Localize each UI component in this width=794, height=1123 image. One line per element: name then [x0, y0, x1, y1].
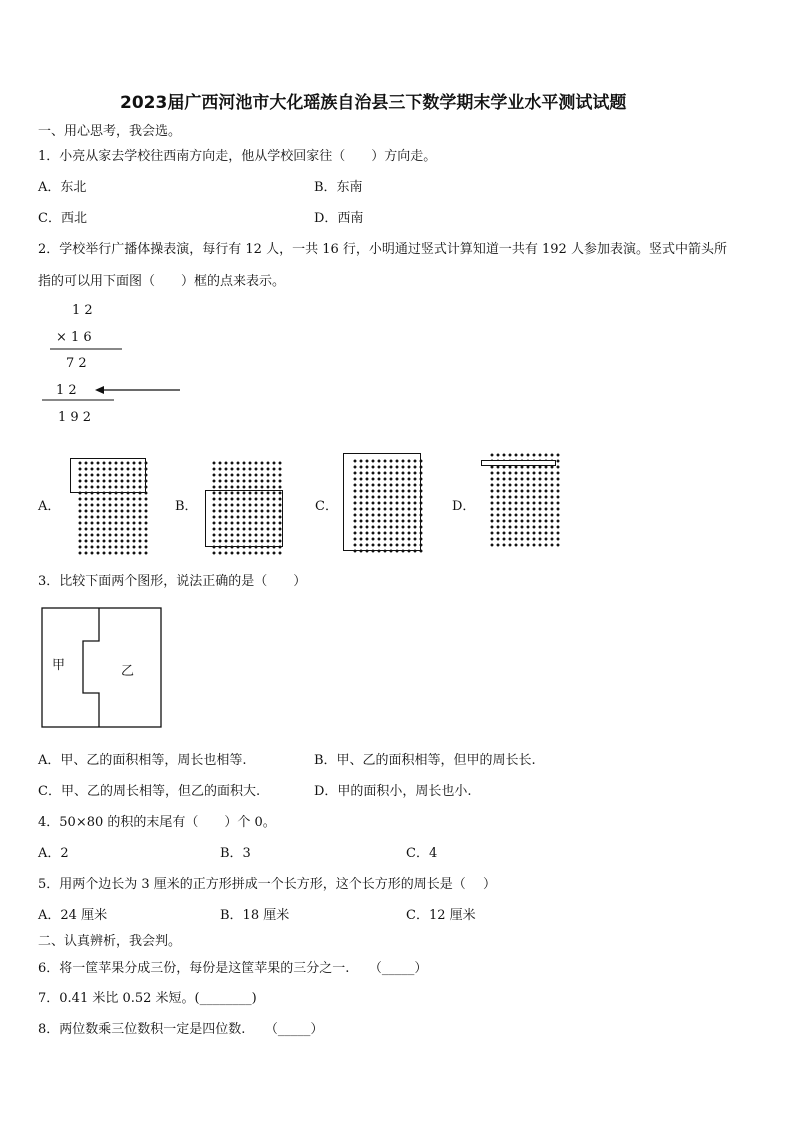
q4-option-b[interactable]: B．3	[220, 846, 251, 861]
question-5: 5．用两个边长为 3 厘米的正方形拼成一个长方形，这个长方形的周长是（ ）	[38, 877, 496, 892]
q1-option-c[interactable]: C．西北	[38, 211, 87, 226]
calc-line-2	[42, 399, 142, 403]
q3-shape-yi: 乙	[121, 664, 135, 679]
calc-row-3: 7 2	[66, 356, 87, 371]
calc-line-1	[50, 348, 150, 352]
q2-figure-a-frame	[70, 458, 146, 493]
q2-option-a-label[interactable]: A．	[38, 499, 61, 514]
question-4: 4．50×80 的积的末尾有（ ）个 0。	[38, 815, 276, 830]
q2-figure-d-dots	[489, 452, 561, 548]
question-8: 8．两位数乘三位数积一定是四位数. （_____）	[38, 1022, 324, 1037]
calc-row-2: × 1 6	[56, 330, 92, 345]
q2-figure-c-frame	[343, 453, 421, 551]
q5-option-b[interactable]: B．18 厘米	[220, 908, 290, 923]
page-title: 2023届广西河池市大化瑶族自治县三下数学期末学业水平测试试题	[120, 93, 627, 113]
q3-option-c[interactable]: C．甲、乙的周长相等，但乙的面积大.	[38, 784, 261, 799]
q2-option-d-label[interactable]: D．	[452, 499, 476, 514]
q1-option-b[interactable]: B．东南	[314, 180, 363, 195]
question-1: 1．小亮从家去学校往西南方向走，他从学校回家往（ ）方向走。	[38, 149, 437, 164]
question-3: 3．比较下面两个图形，说法正确的是（ ）	[38, 574, 307, 589]
q3-option-b[interactable]: B．甲、乙的面积相等，但甲的周长长.	[314, 753, 536, 768]
q5-option-a[interactable]: A．24 厘米	[38, 908, 108, 923]
q2-figure-d-frame	[481, 460, 556, 466]
calc-row-1: 1 2	[72, 303, 93, 318]
q1-option-a[interactable]: A．东北	[38, 180, 87, 195]
question-2-line-2: 指的可以用下面图（ ）框的点来表示。	[38, 274, 286, 289]
q2-figure-b-frame	[205, 490, 283, 547]
q3-shape-jia: 甲	[52, 658, 66, 673]
section-heading-2: 二、认真辨析，我会判。	[38, 934, 182, 949]
q2-option-c-label[interactable]: C．	[315, 499, 338, 514]
section-heading-1: 一、用心思考，我会选。	[38, 124, 182, 139]
q3-option-d[interactable]: D．甲的面积小，周长也小.	[314, 784, 472, 799]
calc-row-5: 1 9 2	[58, 410, 92, 425]
q4-option-a[interactable]: A．2	[38, 846, 69, 861]
calc-arrow	[95, 385, 195, 397]
q2-option-b-label[interactable]: B．	[175, 499, 198, 514]
q5-option-c[interactable]: C．12 厘米	[406, 908, 476, 923]
question-6: 6．将一筐苹果分成三份，每份是这筐苹果的三分之一. （_____）	[38, 961, 428, 976]
calc-row-4: 1 2	[56, 383, 77, 398]
q1-option-d[interactable]: D．西南	[314, 211, 364, 226]
q4-option-c[interactable]: C．4	[406, 846, 438, 861]
q3-option-a[interactable]: A．甲、乙的面积相等，周长也相等.	[38, 753, 247, 768]
question-7: 7．0.41 米比 0.52 米短。(________)	[38, 991, 257, 1006]
question-2-line-1: 2．学校举行广播体操表演，每行有 12 人，一共 16 行，小明通过竖式计算知道一共有 192 人参加表演。竖式中箭头所	[38, 242, 727, 257]
